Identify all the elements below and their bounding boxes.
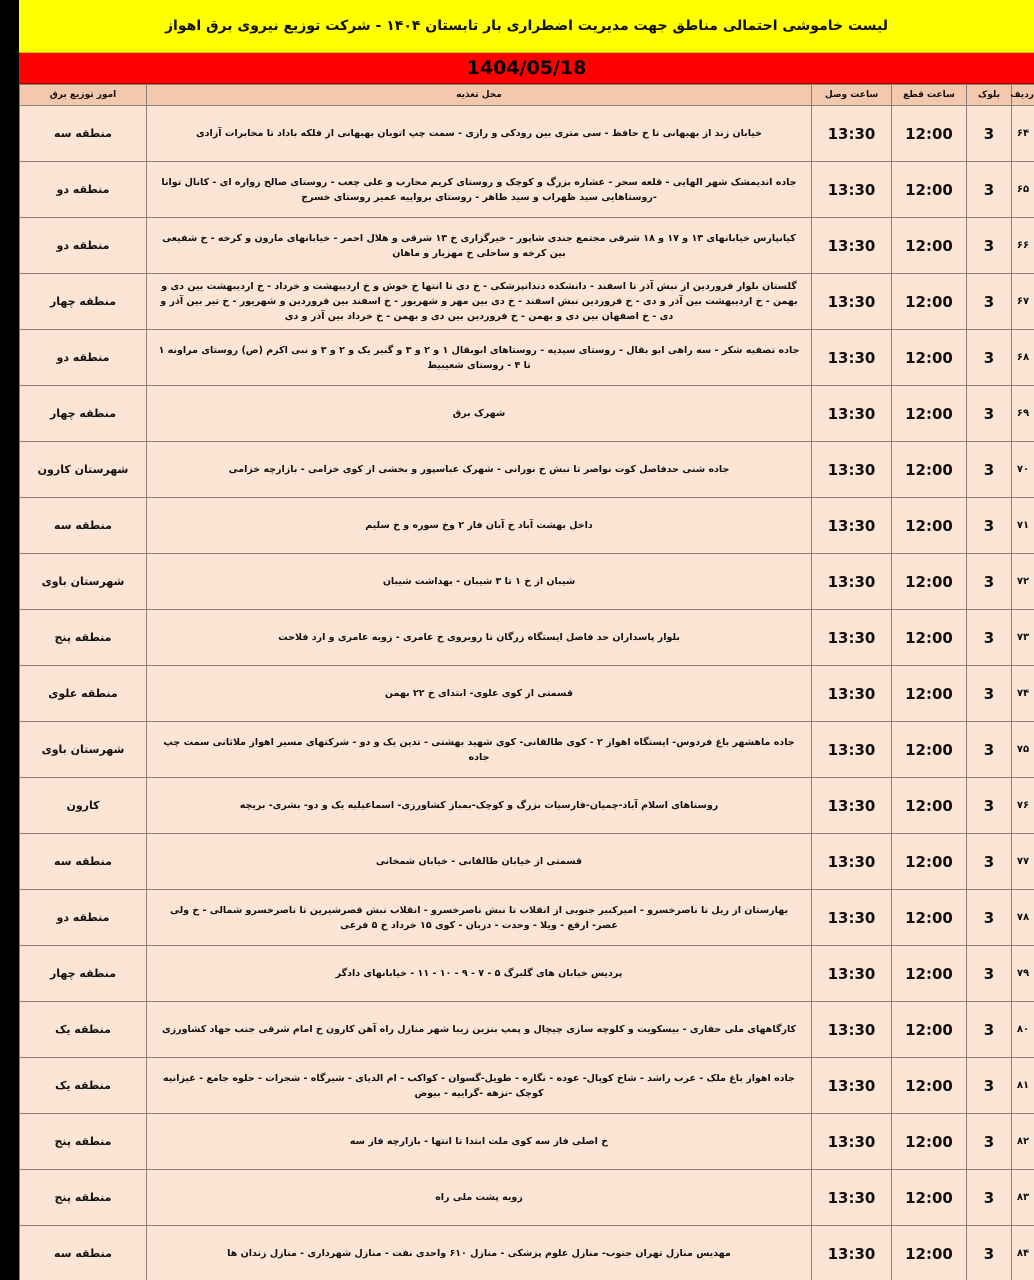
location-cell: داخل بهشت آباد خ آبان فاز ۲ وخ سوره و خ سلیم <box>147 498 812 554</box>
block-cell: 3 <box>967 106 1012 162</box>
connect-time-cell: 13:30 <box>812 218 892 274</box>
table-row <box>20 778 1034 834</box>
connect-time-cell: 13:30 <box>812 946 892 1002</box>
table-row <box>20 890 1034 946</box>
block-cell: 3 <box>967 722 1012 778</box>
header-block: بلوک <box>967 85 1012 106</box>
zone-cell: منطقه سه <box>20 1226 147 1280</box>
location-cell: جاده شنی حدفاصل کوت نواصر تا نبش خ نورانی - شهرک عباسپور و بخشی از کوی خزامی - بازارچه خزامی <box>147 442 812 498</box>
table-row <box>20 162 1034 218</box>
zone-cell: منطقه پنج <box>20 1114 147 1170</box>
cut-time-cell: 12:00 <box>892 834 967 890</box>
location-cell: خیابان زند از بهبهانی تا خ حافظ - سی متری بین رودکی و رازی - سمت چپ اتوبان بهبهانی از فلکه باداد تا مخابرات آزادی <box>147 106 812 162</box>
zone-cell: منطقه چهار <box>20 274 147 330</box>
cut-time-cell: 12:00 <box>892 386 967 442</box>
table-row <box>20 1114 1034 1170</box>
zone-cell: منطقه پنج <box>20 1170 147 1226</box>
connect-time-cell: 13:30 <box>812 834 892 890</box>
block-cell: 3 <box>967 946 1012 1002</box>
cut-time-cell: 12:00 <box>892 442 967 498</box>
table-row <box>20 442 1034 498</box>
page-title: لیست خاموشی احتمالی مناطق جهت مدیریت اضطراری بار تابستان ۱۴۰۴ - شرکت توزیع نیروی برق اهواز <box>19 0 1034 53</box>
block-cell: 3 <box>967 162 1012 218</box>
connect-time-cell: 13:30 <box>812 1226 892 1280</box>
location-cell: زوبه پشت ملی راه <box>147 1170 812 1226</box>
location-cell: جاده اندیمشک شهر الهایی - قلعه سحر - عشاره بزرگ و کوچک و روستای کریم محارب و علی چعب - روستای صالح زواره ای - کانال توانا -روستاهایی سید ظهراب و سید طاهر - روستای برواییه عمیر روستای خسرج <box>147 162 812 218</box>
zone-cell: منطقه دو <box>20 218 147 274</box>
zone-cell: منطقه چهار <box>20 946 147 1002</box>
location-cell: شیبان از خ ۱ تا ۳ شیبان - بهداشت شیبان <box>147 554 812 610</box>
block-cell: 3 <box>967 890 1012 946</box>
row-number-cell: ۷۵ <box>1012 722 1034 778</box>
table-row <box>20 218 1034 274</box>
cut-time-cell: 12:00 <box>892 890 967 946</box>
date-banner: 1404/05/18 <box>19 53 1034 84</box>
zone-cell: منطقه چهار <box>20 386 147 442</box>
location-cell: بهارستان از ریل تا ناصرخسرو - امیرکبیر جنوبی از انقلاب تا نبش ناصرخسرو - انقلاب نبش قصرشیرین تا ناصرخسرو شمالی - خ ولی عصر- ارفع - ویلا - وحدت - دزبان - کوی ۱۵ خرداد خ ۵ فرعی <box>147 890 812 946</box>
row-number-cell: ۷۱ <box>1012 498 1034 554</box>
block-cell: 3 <box>967 386 1012 442</box>
block-cell: 3 <box>967 1002 1012 1058</box>
connect-time-cell: 13:30 <box>812 890 892 946</box>
row-number-cell: ۷۸ <box>1012 890 1034 946</box>
connect-time-cell: 13:30 <box>812 1114 892 1170</box>
table-row <box>20 330 1034 386</box>
table-row <box>20 1226 1034 1280</box>
connect-time-cell: 13:30 <box>812 162 892 218</box>
cut-time-cell: 12:00 <box>892 946 967 1002</box>
row-number-cell: ۶۹ <box>1012 386 1034 442</box>
block-cell: 3 <box>967 442 1012 498</box>
table-row <box>20 1170 1034 1226</box>
block-cell: 3 <box>967 778 1012 834</box>
table-row <box>20 1002 1034 1058</box>
location-cell: کیانپارس خیابانهای ۱۳ و ۱۷ و ۱۸ شرقی مجتمع جندی شاپور - خیرگزاری خ ۱۳ شرقی و هلال احمر - خیابانهای مارون و کرخه - خ شفیعی بین کرخه و ساحلی خ مهزیار و ماهان <box>147 218 812 274</box>
connect-time-cell: 13:30 <box>812 1058 892 1114</box>
row-number-cell: ۶۶ <box>1012 218 1034 274</box>
zone-cell: منطقه دو <box>20 890 147 946</box>
row-number-cell: ۷۷ <box>1012 834 1034 890</box>
zone-cell: کارون <box>20 778 147 834</box>
table-row <box>20 274 1034 330</box>
row-number-cell: ۸۴ <box>1012 1226 1034 1280</box>
table-header-row <box>20 85 1034 106</box>
zone-cell: منطقه دو <box>20 330 147 386</box>
row-number-cell: ۷۹ <box>1012 946 1034 1002</box>
row-number-cell: ۸۲ <box>1012 1114 1034 1170</box>
header-connect-time: ساعت وصل <box>812 85 892 106</box>
connect-time-cell: 13:30 <box>812 666 892 722</box>
table-row <box>20 946 1034 1002</box>
location-cell: گلستان بلوار فروردین از نبش آذر تا اسفند - دانشکده دندانپزشکی - خ دی تا انتها خ خوش و خ اردیبهشت و خرداد - خ اردیبهشت بین دی و بهمن - خ اردیبهشت بین آذر و دی - خ فروردین نبش اسفند - خ دی بین مهر و شهریور - خ اسفند بین فروردین و شهریور - خ تیر بین آذر و دی - خ اصفهان بین دی و بهمن - خ فروردین بین دی و بهمن - خ خرداد بین آذر و دی <box>147 274 812 330</box>
table-row <box>20 498 1034 554</box>
connect-time-cell: 13:30 <box>812 554 892 610</box>
block-cell: 3 <box>967 610 1012 666</box>
block-cell: 3 <box>967 274 1012 330</box>
connect-time-cell: 13:30 <box>812 498 892 554</box>
cut-time-cell: 12:00 <box>892 666 967 722</box>
table-row <box>20 610 1034 666</box>
schedule-sheet <box>19 0 1034 1280</box>
row-number-cell: ۶۵ <box>1012 162 1034 218</box>
zone-cell: شهرستان باوی <box>20 722 147 778</box>
zone-cell: منطقه پنج <box>20 610 147 666</box>
zone-cell: منطقه سه <box>20 498 147 554</box>
row-number-cell: ۷۲ <box>1012 554 1034 610</box>
cut-time-cell: 12:00 <box>892 106 967 162</box>
row-number-cell: ۸۰ <box>1012 1002 1034 1058</box>
zone-cell: منطقه دو <box>20 162 147 218</box>
block-cell: 3 <box>967 1226 1012 1280</box>
block-cell: 3 <box>967 330 1012 386</box>
connect-time-cell: 13:30 <box>812 1002 892 1058</box>
zone-cell: شهرستان باوی <box>20 554 147 610</box>
cut-time-cell: 12:00 <box>892 162 967 218</box>
block-cell: 3 <box>967 834 1012 890</box>
table-row <box>20 1058 1034 1114</box>
cut-time-cell: 12:00 <box>892 1170 967 1226</box>
connect-time-cell: 13:30 <box>812 442 892 498</box>
location-cell: پردیس خیابان های گلبرگ ۵ - ۷ - ۹ - ۱۰ - ۱۱ - خیابانهای دادگر <box>147 946 812 1002</box>
cut-time-cell: 12:00 <box>892 1058 967 1114</box>
connect-time-cell: 13:30 <box>812 778 892 834</box>
location-cell: روستاهای اسلام آباد-چمیان-فارسیات بزرگ و کوچک-بمباز کشاورزی- اسماعیلیه یک و دو- بشری- بریچه <box>147 778 812 834</box>
zone-cell: شهرستان کارون <box>20 442 147 498</box>
location-cell: شهرک برق <box>147 386 812 442</box>
location-cell: قسمتی از خیابان طالقانی - خیابان شمخانی <box>147 834 812 890</box>
zone-cell: منطقه یک <box>20 1058 147 1114</box>
cut-time-cell: 12:00 <box>892 554 967 610</box>
row-number-cell: ۷۳ <box>1012 610 1034 666</box>
cut-time-cell: 12:00 <box>892 498 967 554</box>
cut-time-cell: 12:00 <box>892 1226 967 1280</box>
cut-time-cell: 12:00 <box>892 610 967 666</box>
location-cell: بلوار پاسداران حد فاصل ایستگاه زرگان تا روبروی خ عامری - زوبه عامری و ارد فلاحت <box>147 610 812 666</box>
location-cell: مهدیس منازل تهران جنوب- منازل علوم پزشکی - منازل ۶۱۰ واحدی نفت - منازل شهرداری - منازل زندان ها <box>147 1226 812 1280</box>
connect-time-cell: 13:30 <box>812 106 892 162</box>
row-number-cell: ۶۷ <box>1012 274 1034 330</box>
header-location: محل تغذیه <box>147 85 812 106</box>
connect-time-cell: 13:30 <box>812 1170 892 1226</box>
zone-cell: منطقه سه <box>20 106 147 162</box>
row-number-cell: ۷۶ <box>1012 778 1034 834</box>
cut-time-cell: 12:00 <box>892 274 967 330</box>
cut-time-cell: 12:00 <box>892 778 967 834</box>
location-cell: کارگاههای ملی حفاری - بیسکویت و کلوچه سازی چیچال و پمپ بنزین زیبا شهر منازل راه آهن کارون خ امام شرقی جنب جهاد کشاورزی <box>147 1002 812 1058</box>
table-row <box>20 554 1034 610</box>
table-row <box>20 106 1034 162</box>
block-cell: 3 <box>967 1058 1012 1114</box>
row-number-cell: ۶۴ <box>1012 106 1034 162</box>
location-cell: جاده اهواز باغ ملک - عرب راشد - شاخ کوپال- عوده - نگازه - طویل-گسوان - کواکب - ام الدیای - شیرگاه - شجرات - حلوه جامع - غیزانیه کوچک -نزهه -گراییه - بیوض <box>147 1058 812 1114</box>
cut-time-cell: 12:00 <box>892 330 967 386</box>
block-cell: 3 <box>967 1114 1012 1170</box>
cut-time-cell: 12:00 <box>892 218 967 274</box>
row-number-cell: ۷۴ <box>1012 666 1034 722</box>
header-row-number: ردیف <box>1012 85 1034 106</box>
cut-time-cell: 12:00 <box>892 1002 967 1058</box>
zone-cell: منطقه یک <box>20 1002 147 1058</box>
zone-cell: منطقه علوی <box>20 666 147 722</box>
location-cell: جاده ماهشهر باغ فردوس- ایستگاه اهواز ۲ - کوی طالقانی- کوی شهید بهشتی - تدین یک و دو - شرکتهای مسیر اهواز ملاثانی سمت چپ جاده <box>147 722 812 778</box>
row-number-cell: ۸۳ <box>1012 1170 1034 1226</box>
block-cell: 3 <box>967 498 1012 554</box>
zone-cell: منطقه سه <box>20 834 147 890</box>
table-row <box>20 386 1034 442</box>
header-zone: امور توزیع برق <box>20 85 147 106</box>
connect-time-cell: 13:30 <box>812 386 892 442</box>
row-number-cell: ۷۰ <box>1012 442 1034 498</box>
header-cut-time: ساعت قطع <box>892 85 967 106</box>
row-number-cell: ۶۸ <box>1012 330 1034 386</box>
cut-time-cell: 12:00 <box>892 722 967 778</box>
location-cell: جاده تصفیه شکر - سه راهی ابو بقال - روستای سیدیه - روستاهای ابوبقال ۱ و ۲ و ۳ و گبیر یک و ۲ و ۳ و نبی اکرم (ص) روستای مراونه ۱ تا ۴ - روستای شعیبیط <box>147 330 812 386</box>
connect-time-cell: 13:30 <box>812 330 892 386</box>
outage-table <box>19 84 1034 1280</box>
cut-time-cell: 12:00 <box>892 1114 967 1170</box>
row-number-cell: ۸۱ <box>1012 1058 1034 1114</box>
table-row <box>20 722 1034 778</box>
table-row <box>20 834 1034 890</box>
block-cell: 3 <box>967 554 1012 610</box>
connect-time-cell: 13:30 <box>812 722 892 778</box>
connect-time-cell: 13:30 <box>812 610 892 666</box>
connect-time-cell: 13:30 <box>812 274 892 330</box>
block-cell: 3 <box>967 1170 1012 1226</box>
location-cell: قسمتی از کوی علوی- ابتدای خ ۲۲ بهمن <box>147 666 812 722</box>
block-cell: 3 <box>967 666 1012 722</box>
block-cell: 3 <box>967 218 1012 274</box>
table-row <box>20 666 1034 722</box>
location-cell: خ اصلی فاز سه کوی ملت ابتدا تا انتها - بازارچه فاز سه <box>147 1114 812 1170</box>
